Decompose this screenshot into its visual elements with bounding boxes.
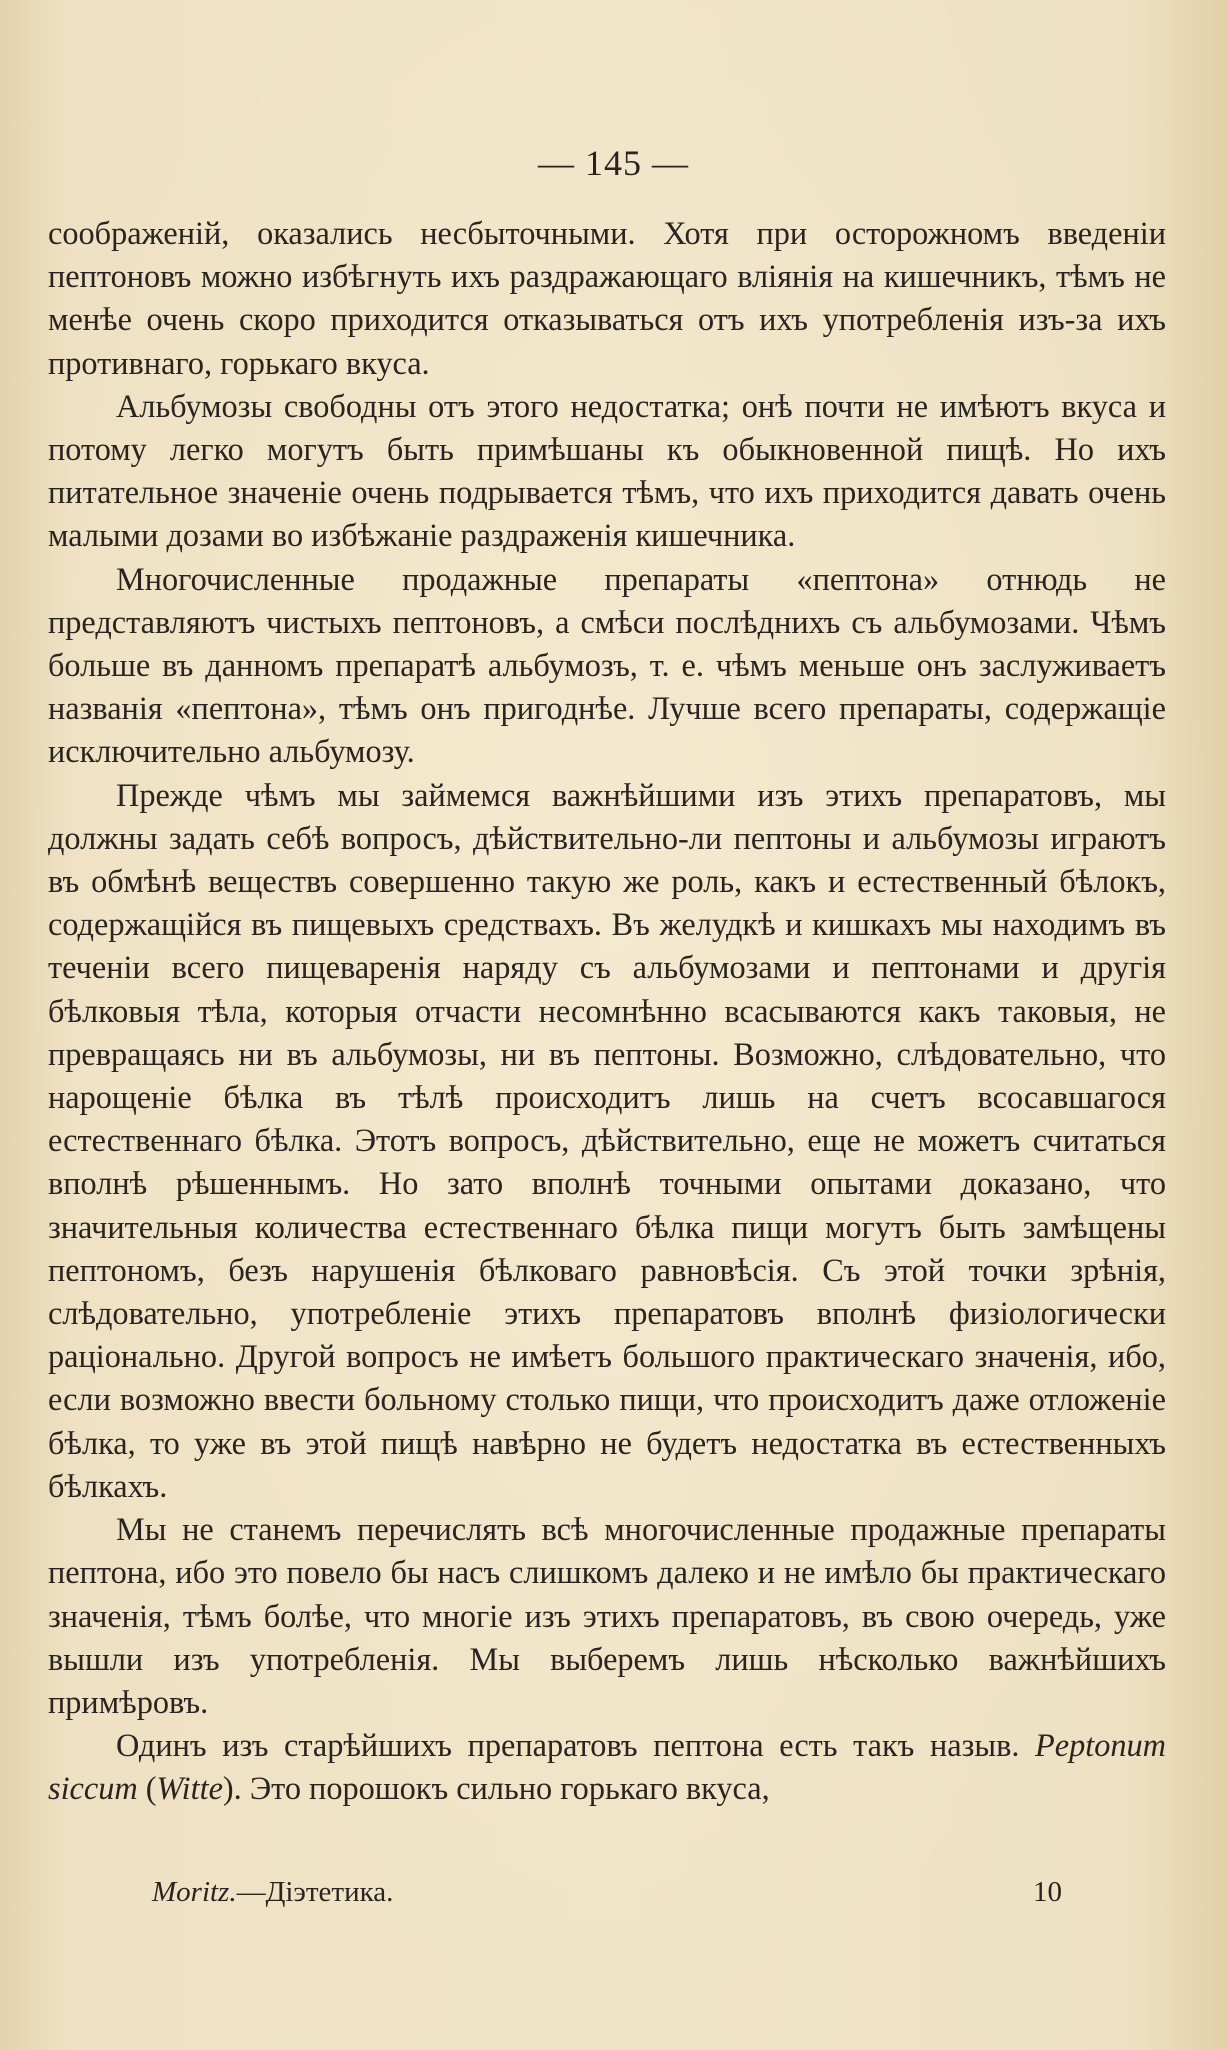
paragraph-6: [48, 1724, 1166, 1810]
footer-signature-mark: 10: [1033, 1876, 1062, 1908]
page-number: — 145 —: [538, 143, 689, 183]
paragraph-1: соображенiй, оказались несбыточными. Хотя при осторожномъ введенiи пептоновъ можно избѣгнуть ихъ раздражающаго влiянiя на кишечникъ, тѣмъ не менѣе очень скоро приходится отказываться отъ ихъ употребленiя изъ-за ихъ противнаго, горькаго вкуса.: [48, 215, 1166, 381]
paragraph-6-text-a: Одинъ изъ старѣйшихъ препаратовъ пептона есть такъ назыв.: [116, 1727, 1036, 1764]
footer-book-title: [152, 1876, 393, 1909]
paragraph-4: Прежде чѣмъ мы займемся важнѣйшими изъ этихъ препаратовъ, мы должны задать себѣ вопросъ, дѣйствительно-ли пептоны и альбумозы играютъ въ обмѣнѣ веществъ совершенно такую же роль, какъ и естественный бѣлокъ, содержащiйся въ пищевыхъ средствахъ. Въ желудкѣ и кишкахъ мы находимъ въ теченiи всего пищеваренiя наряду съ альбумозами и пептонами и другiя бѣлковыя тѣла, которыя отчасти несомнѣнно всасываются какъ таковыя, не превращаясь ни въ альбумозы, ни въ пептоны. Возможно, слѣдовательно, что нарощенiе бѣлка въ тѣлѣ происходитъ лишь на счетъ всосавшагося естественнаго бѣлка. Этотъ вопросъ, дѣйствительно, еще не можетъ считаться вполнѣ рѣшеннымъ. Но зато вполнѣ точными опытами доказано, что значительныя количества естественнаго бѣлка пищи могутъ быть замѣщены пептономъ, безъ нарушенiя бѣлковаго равновѣсiя. Съ этой точки зрѣнiя, слѣдовательно, употребленiе этихъ препаратовъ вполнѣ физiологически рацiонально. Другой вопросъ не имѣетъ большого практическаго значенiя, ибо, если возможно ввести больному столько пищи, что происходитъ даже отложенiе бѣлка, то уже въ этой пищѣ навѣрно не будетъ недостатка въ естественныхъ бѣлкахъ.: [48, 776, 1166, 1504]
paragraph-2: Альбумозы свободны отъ этого недостатка; онѣ почти не имѣютъ вкуса и потому легко могутъ быть примѣшаны къ обыкновенной пищѣ. Но ихъ питательное значенiе очень подрывается тѣмъ, что ихъ приходится давать очень малыми дозами во избѣжанiе раздраженiя кишечника.: [48, 387, 1166, 554]
paragraph-6-latin-name: Peptonum siccum: [48, 1727, 1166, 1807]
body-text: [48, 212, 1166, 1811]
paragraph-3: Многочисленные продажные препараты «пептона» отнюдь не представляютъ чистыхъ пептоновъ, а смѣси послѣднихъ съ альбумозами. Чѣмъ больше въ данномъ препаратѣ альбумозъ, т. е. чѣмъ меньше онъ заслуживаетъ названiя «пептона», тѣмъ онъ пригоднѣе. Лучше всего препараты, содержащiе исключительно альбумозу.: [48, 560, 1166, 770]
paragraph-6-text-c: ). Это порошокъ сильно горькаго вкуса,: [222, 1770, 770, 1807]
paragraph-6-author: Witte: [156, 1770, 223, 1807]
paragraph-5: Мы не станемъ перечислять всѣ многочисленные продажные препараты пептона, ибо это повело бы насъ слишкомъ далеко и не имѣло бы практическаго значенiя, тѣмъ болѣе, что многiе изъ этихъ препаратовъ, въ свою очередь, уже вышли изъ употребленiя. Мы выберемъ лишь нѣсколько важнѣйшихъ примѣровъ.: [48, 1511, 1166, 1720]
paragraph-6-text-b: (: [137, 1770, 157, 1807]
footer-author: Moritz.: [152, 1876, 237, 1908]
footer-title: —Дiэтетика.: [236, 1876, 394, 1908]
